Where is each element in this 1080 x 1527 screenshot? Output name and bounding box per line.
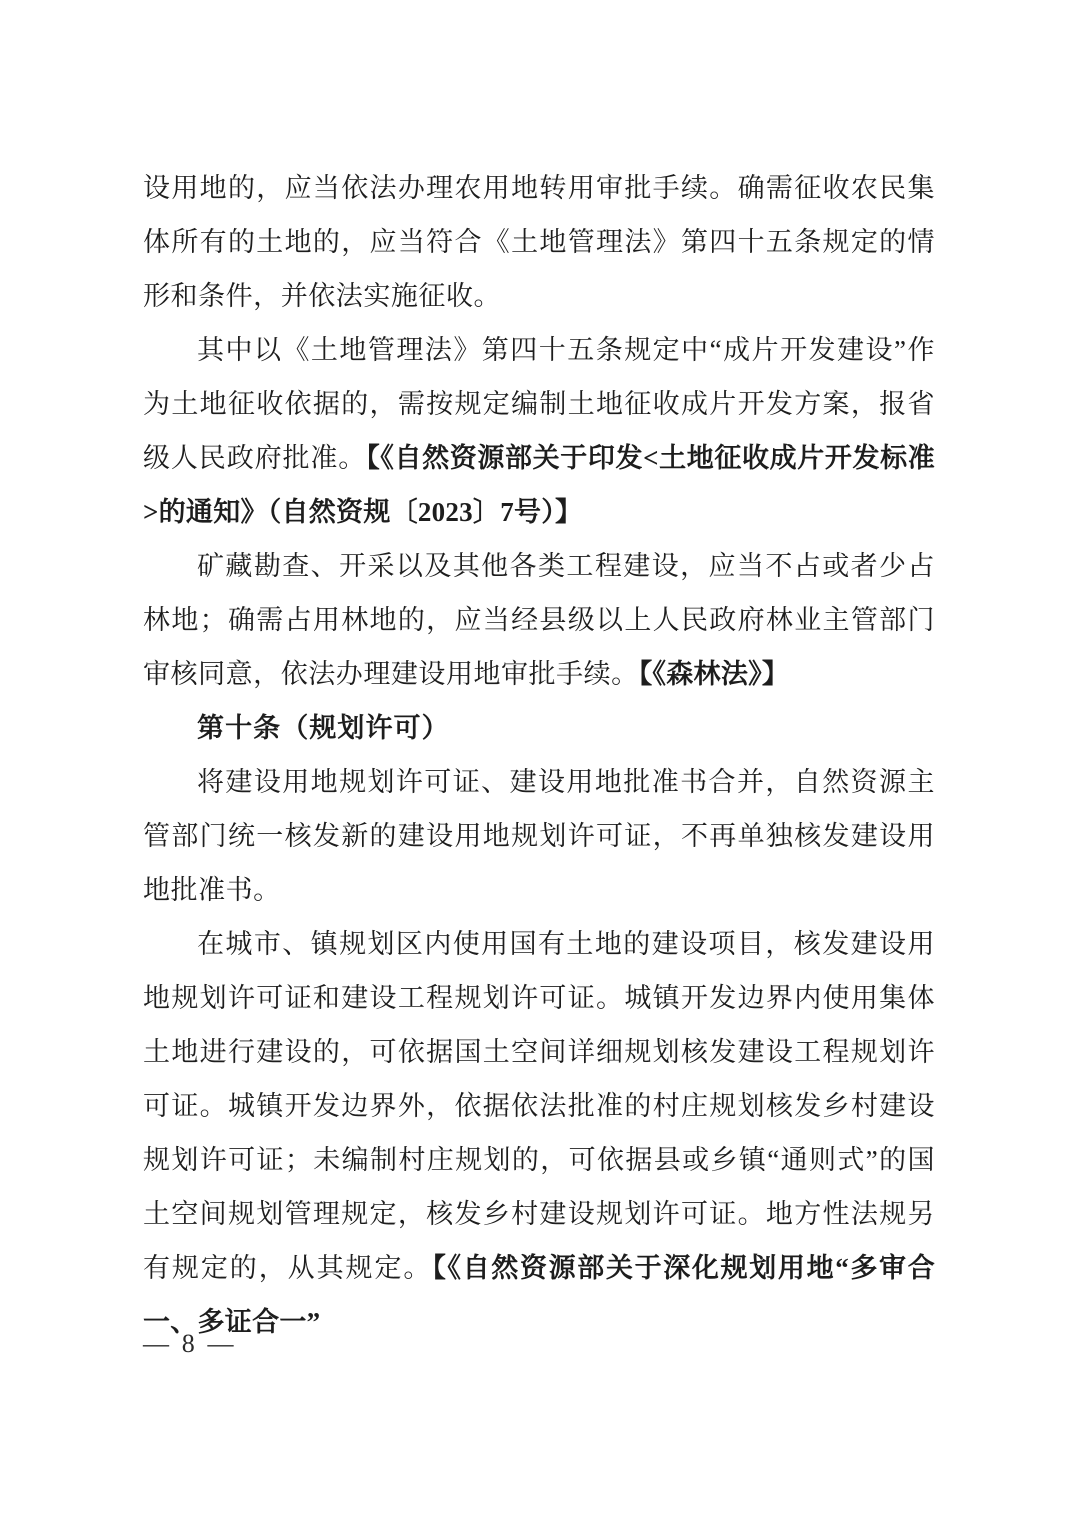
citation-reference: 【《自然资源部关于印发<土地征收成片开发标准>的通知》（自然资规〔2023〕7号）】 <box>143 443 936 527</box>
article-heading-text: 第十条（规划许可） <box>197 713 450 743</box>
paragraph-text: 在城市、镇规划区内使用国有土地的建设项目，核发建设用地规划许可证和建设工程规划许可证。城镇开发边界内使用集体土地进行建设的，可依据国土空间详细规划核发建设工程规划许可证。城镇开发边界外，依据依法批准的村庄规划核发乡村建设规划许可证；未编制村庄规划的，可依据县或乡镇“通则式”的国土空间规划管理规定，核发乡村建设规划许可证。地方性法规另有规定的，从其规定。 <box>143 929 935 1283</box>
citation-reference: 【《自然资源部关于深化规划用地“多审合一、多证合一” <box>143 1253 935 1337</box>
page-number: — 8 — <box>143 1329 237 1358</box>
paragraph-continuation <box>143 161 935 323</box>
paragraph-text: 矿藏勘查、开采以及其他各类工程建设，应当不占或者少占林地；确需占用林地的，应当经县级以上人民政府林业主管部门审核同意，依法办理建设用地审批手续。 <box>143 551 935 689</box>
paragraph <box>143 755 935 917</box>
paragraph-text: 其中以《土地管理法》第四十五条规定中“成片开发建设”作为土地征收依据的，需按规定编制土地征收成片开发方案，报省级人民政府批准。 <box>143 335 935 473</box>
paragraph <box>143 539 935 701</box>
paragraph <box>143 323 935 539</box>
paragraph <box>143 917 935 1349</box>
article-heading <box>143 701 935 755</box>
paragraph-text: 将建设用地规划许可证、建设用地批准书合并，自然资源主管部门统一核发新的建设用地规划许可证，不再单独核发建设用地批准书。 <box>143 767 935 905</box>
paragraph-text: 设用地的，应当依法办理农用地转用审批手续。确需征收农民集体所有的土地的，应当符合《土地管理法》第四十五条规定的情形和条件，并依法实施征收。 <box>143 173 935 311</box>
citation-reference: 【《森林法》】 <box>638 659 790 689</box>
document-body <box>143 161 935 1349</box>
